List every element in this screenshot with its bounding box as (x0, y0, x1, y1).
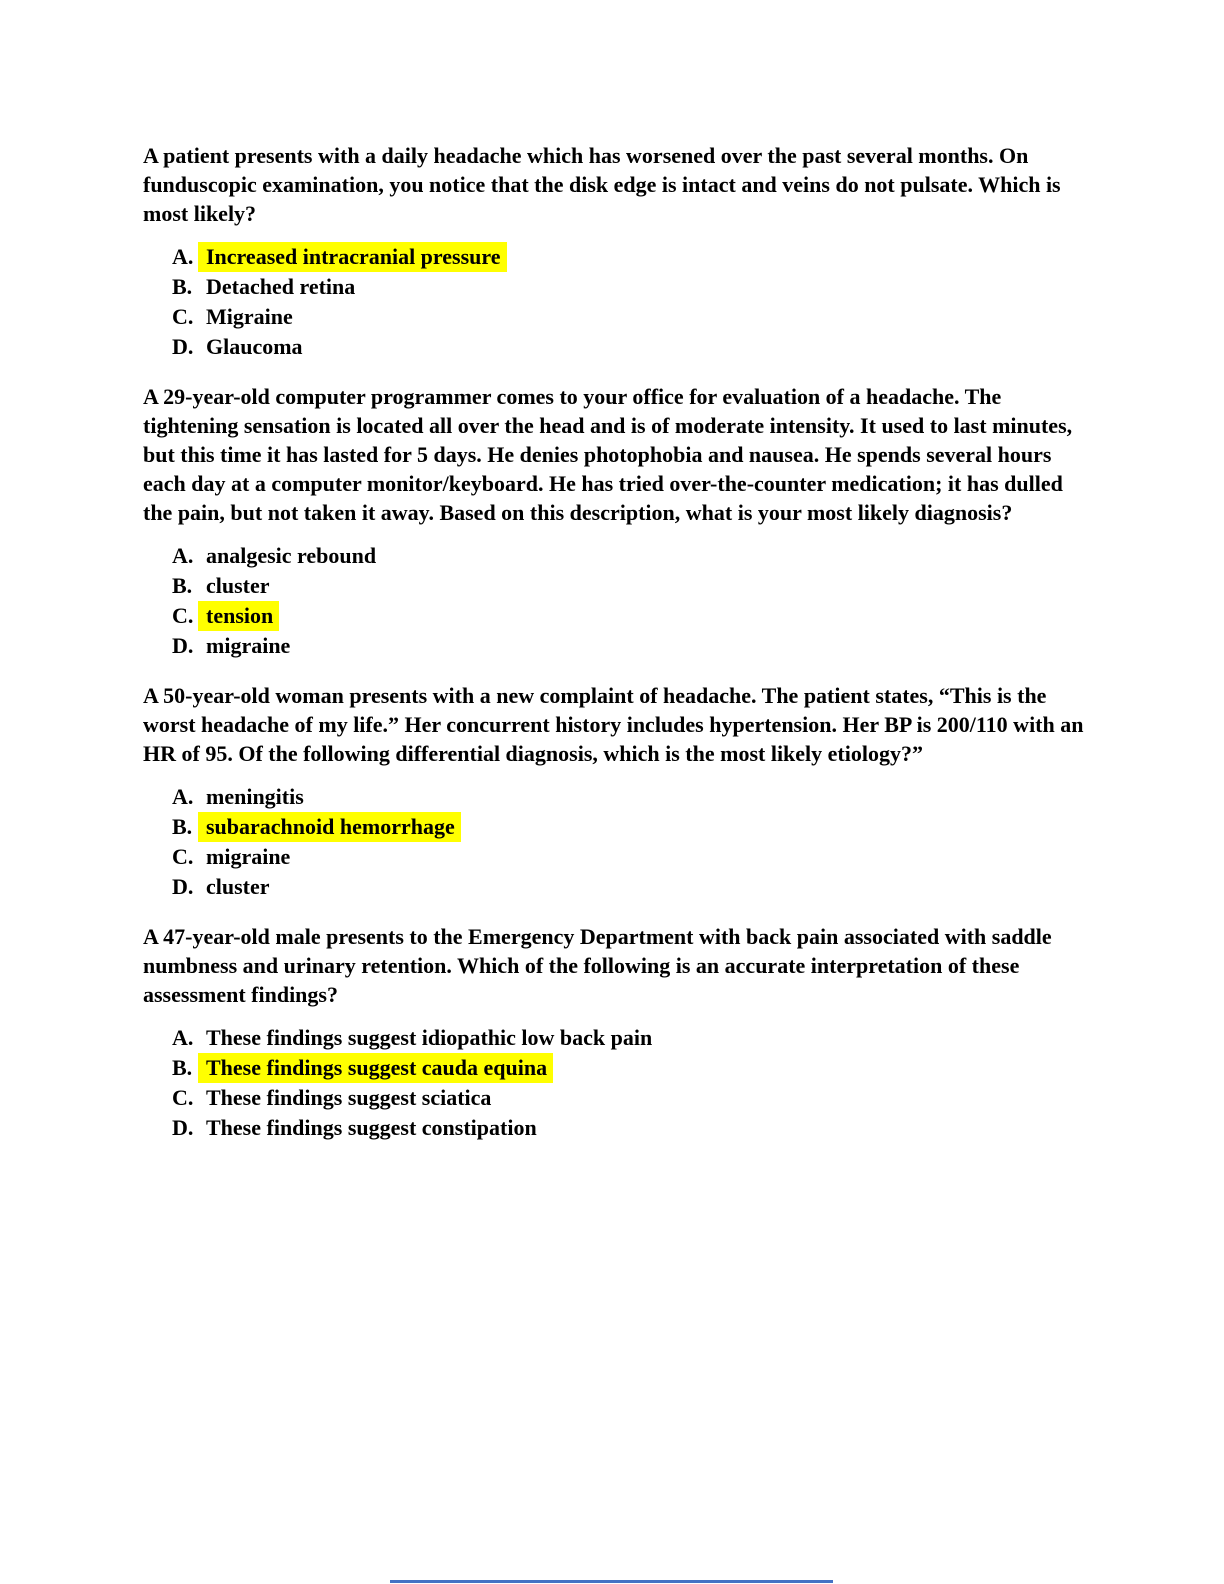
question-1-option-d (172, 332, 1091, 362)
question-3-options (143, 782, 1091, 902)
option-text: cluster (206, 573, 270, 598)
question-1-options (143, 242, 1091, 362)
question-2-option-b (172, 571, 1091, 601)
question-2-option-c (172, 601, 1091, 631)
option-text: migraine (206, 844, 291, 869)
option-letter: D. (172, 334, 194, 359)
question-3-option-a (172, 782, 1091, 812)
option-letter: A. (172, 1025, 194, 1050)
option-text: Increased intracranial pressure (198, 242, 507, 272)
option-letter: A. (172, 784, 194, 809)
question-4 (143, 922, 1091, 1143)
option-letter: C. (172, 1085, 194, 1110)
question-3-option-c (172, 842, 1091, 872)
question-1 (143, 141, 1091, 362)
option-text: subarachnoid hemorrhage (198, 812, 461, 842)
option-letter: D. (172, 1115, 194, 1140)
question-2-prompt: A 29-year-old computer programmer comes to your office for evaluation of a headache. The tightening sensation is located all over the head and is of moderate intensity. It used to last minutes, but this time it has lasted for 5 days. He denies photophobia and nausea. He spends several hours each day at a computer monitor/keyboard. He has tried over-the-counter medication; it has dulled the pain, but not taken it away. Based on this description, what is your most likely diagnosis? (143, 384, 1073, 525)
question-1-option-b (172, 272, 1091, 302)
option-text: migraine (206, 633, 291, 658)
option-letter: A. (172, 244, 194, 269)
option-text: analgesic rebound (206, 543, 377, 568)
option-letter: B. (172, 1055, 193, 1080)
option-text: tension (198, 601, 279, 631)
option-letter: A. (172, 543, 194, 568)
option-letter: C. (172, 304, 194, 329)
question-1-option-a (172, 242, 1091, 272)
option-letter: C. (172, 603, 194, 628)
question-2-option-d (172, 631, 1091, 661)
option-letter: B. (172, 573, 193, 598)
option-text: cluster (206, 874, 270, 899)
option-text: These findings suggest constipation (206, 1115, 537, 1140)
option-text: Glaucoma (206, 334, 303, 359)
question-4-option-a (172, 1023, 1091, 1053)
question-4-option-c (172, 1083, 1091, 1113)
option-text: Detached retina (206, 274, 356, 299)
footer-accent-line (390, 1580, 833, 1583)
option-text: meningitis (206, 784, 304, 809)
question-2-option-a (172, 541, 1091, 571)
question-3-option-b (172, 812, 1091, 842)
question-1-option-c (172, 302, 1091, 332)
question-1-prompt: A patient presents with a daily headache which has worsened over the past several months. On funduscopic examination, you notice that the disk edge is intact and veins do not pulsate. Which is most likely? (143, 143, 1061, 226)
question-4-option-b (172, 1053, 1091, 1083)
question-4-option-d (172, 1113, 1091, 1143)
question-3-prompt: A 50-year-old woman presents with a new complaint of headache. The patient states, “This is the worst headache of my life.” Her concurrent history includes hypertension. Her BP is 200/110 with an HR of 95. Of the following differential diagnosis, which is the most likely etiology?” (143, 683, 1084, 766)
question-3-option-d (172, 872, 1091, 902)
question-3 (143, 681, 1091, 902)
option-letter: B. (172, 814, 193, 839)
option-text: These findings suggest sciatica (206, 1085, 492, 1110)
option-letter: D. (172, 874, 194, 899)
option-text: Migraine (206, 304, 293, 329)
question-4-prompt: A 47-year-old male presents to the Emergency Department with back pain associated with saddle numbness and urinary retention. Which of the following is an accurate interpretation of these assessment findings? (143, 924, 1052, 1007)
option-letter: B. (172, 274, 193, 299)
option-letter: C. (172, 844, 194, 869)
option-letter: D. (172, 633, 194, 658)
question-2-options (143, 541, 1091, 661)
option-text: These findings suggest idiopathic low back pain (206, 1025, 653, 1050)
option-text: These findings suggest cauda equina (198, 1053, 553, 1083)
question-4-options (143, 1023, 1091, 1143)
question-2 (143, 382, 1091, 661)
